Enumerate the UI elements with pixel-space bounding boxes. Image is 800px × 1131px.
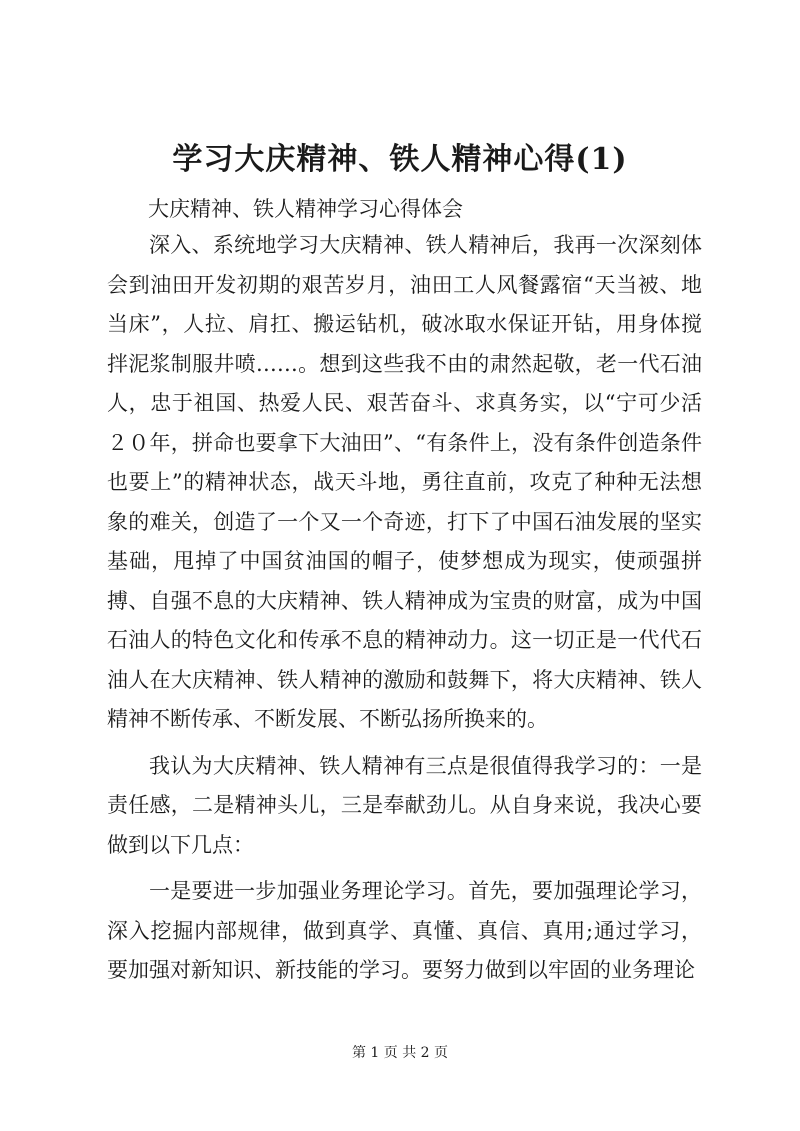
- document-body: [107, 226, 702, 998]
- paragraph: 我认为大庆精神、铁人精神有三点是很值得我学习的：一是责任感，二是精神头儿，三是奉献劲儿。从自身来说，我决心要做到以下几点：: [107, 753, 702, 857]
- document-subtitle: 大庆精神、铁人精神学习心得体会: [148, 197, 463, 221]
- page-title: 学习大庆精神、铁人精神心得(1): [172, 142, 628, 177]
- paragraph: 一是要进一步加强业务理论学习。首先，要加强理论学习，深入挖掘内部规律，做到真学、真懂、真信、真用;通过学习，要加强对新知识、新技能的学习。要努力做到以牢固的业务理论: [107, 879, 702, 982]
- paragraph: 深入、系统地学习大庆精神、铁人精神后，我再一次深刻体会到油田开发初期的艰苦岁月，油田工人风餐露宿“天当被、地当床”，人拉、肩扛、搬运钻机，破冰取水保证开钻，用身体搅拌泥浆制服井喷……。想到这些我不由的肃然起敬，老一代石油人，忠于祖国、热爱人民、艰苦奋斗、求真务实，以“宁可少活２０年，拼命也要拿下大油田”、“有条件上，没有条件创造条件也要上”的精神状态，战天斗地，勇往直前，攻克了种种无法想象的难关，创造了一个又一个奇迹，打下了中国石油发展的坚实基础，甩掉了中国贫油国的帽子，使梦想成为现实，使顽强拼搏、自强不息的大庆精神、铁人精神成为宝贵的财富，成为中国石油人的特色文化和传承不息的精神动力。这一切正是一代代石油人在大庆精神、铁人精神的激励和鼓舞下，将大庆精神、铁人精神不断传承、不断发展、不断弘扬所换来的。: [107, 233, 702, 731]
- page-footer: 第 1 页 共 2 页: [351, 1045, 449, 1061]
